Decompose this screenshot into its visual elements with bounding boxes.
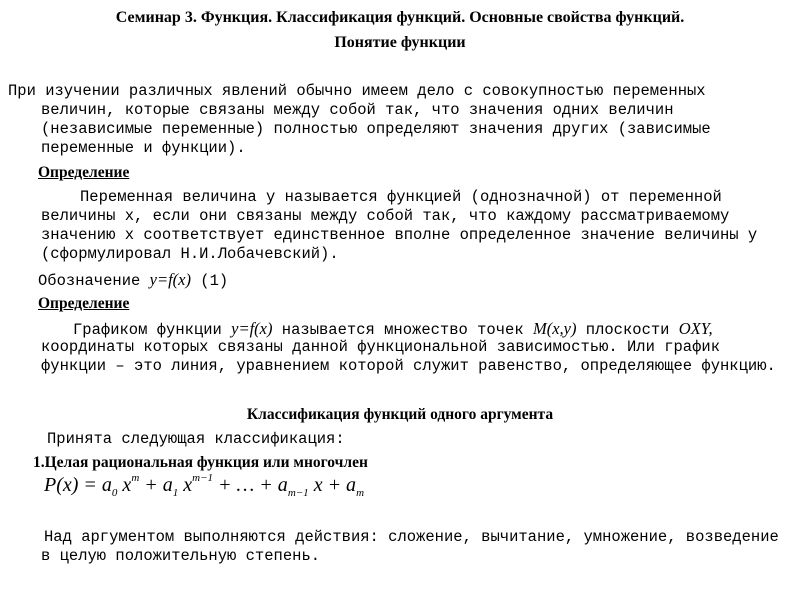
def2-part2: называется множество точек <box>272 321 533 339</box>
classification-item-1: 1.Целая рациональная функция или многочлен <box>33 454 368 471</box>
definition-1-text: величины x, если они связаны между собой так, что каждому рассматриваемому значению x соответствует единственное вполне определенное значение величины y (сформулировал Н.И.Лобачевский). <box>41 207 758 263</box>
page-title: Семинар 3. Функция. Классификация функций. Основные свойства функций. <box>115 9 685 26</box>
intro-paragraph: величин, которые связаны между собой так, что значения одних величин (независимые переменные) полностью определяют значения других (зависимые переменные и функции). <box>41 101 711 157</box>
def2-part1: Графиком функции <box>73 321 232 339</box>
polynomial-formula: $P(x) = a_0$ $x^m + a_1$ $x^{m-1}$ + … + $a_{m-1}$ $x + a_m$ <box>44 472 365 499</box>
def2-plane: OXY, <box>678 319 713 338</box>
notation-label: Обозначение <box>38 272 150 290</box>
page-subtitle: Понятие функции <box>334 34 466 51</box>
definition-heading-2: Определение <box>38 295 130 312</box>
def2-part3: плоскости <box>576 321 679 339</box>
item-1-text-line2: в целую положительную степень. <box>41 547 321 565</box>
item-1-text-line1: Над аргументом выполняются действия: сложение, вычитание, умножение, возведение <box>44 528 779 546</box>
classification-intro: Принята следующая классификация: <box>47 430 345 448</box>
def2-point: M(x,y) <box>532 319 577 338</box>
notation-line <box>38 270 228 291</box>
definition-1-first-line: Переменная величина y называется функцией (однозначной) от переменной <box>80 188 722 206</box>
definition-2-first-line <box>73 319 793 340</box>
intro-first-line: При изучении различных явлений обычно имеем дело с совокупностью переменных <box>8 82 706 100</box>
notation-formula: y=f(x) <box>149 270 191 289</box>
notation-number: (1) <box>190 272 229 290</box>
classification-heading: Классификация функций одного аргумента <box>246 406 554 423</box>
definition-2-text: координаты которых связаны данной функциональной зависимостью. Или график функции – это линия, уравнением которой служит равенство, определяющее функцию. <box>41 338 776 375</box>
def2-formula: y=f(x) <box>231 319 273 338</box>
definition-heading-1: Определение <box>38 164 130 181</box>
